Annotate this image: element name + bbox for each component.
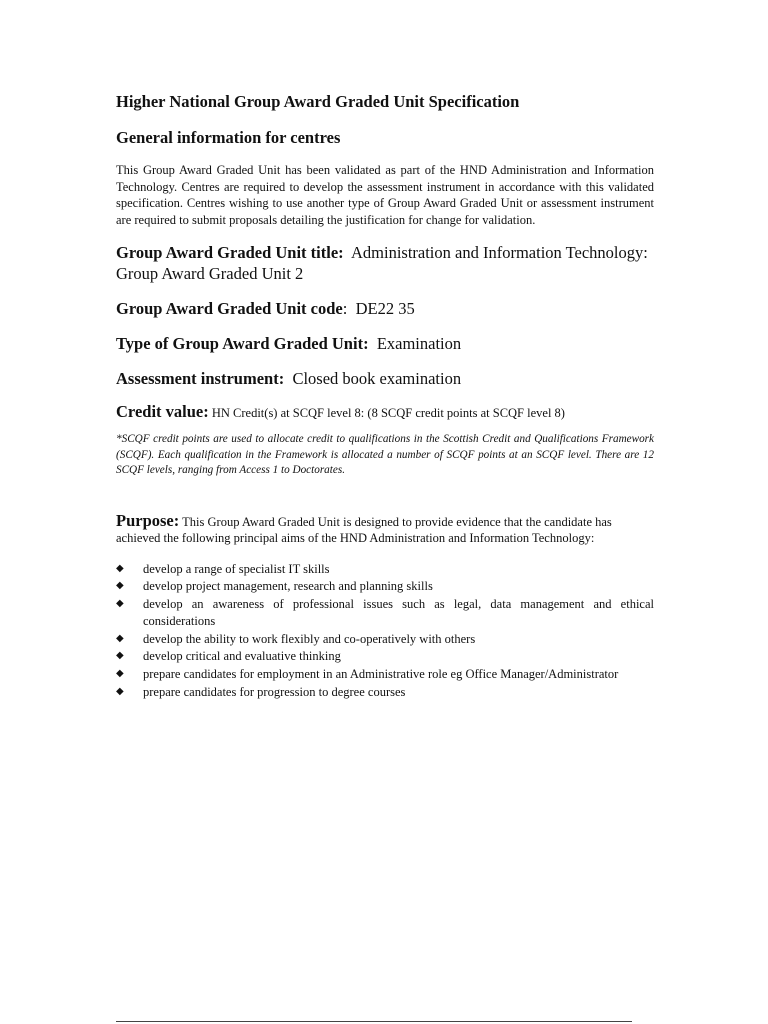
list-item xyxy=(116,631,654,648)
credit-value-text: HN Credit(s) at SCQF level 8: (8 SCQF credit points at SCQF level 8) xyxy=(211,406,565,420)
unit-code-value: DE22 35 xyxy=(355,299,415,318)
diamond-bullet-icon: ◆ xyxy=(116,668,124,680)
list-item xyxy=(116,666,654,683)
unit-code-label: Group Award Graded Unit code xyxy=(116,299,343,318)
document-page xyxy=(116,92,654,702)
list-item xyxy=(116,561,654,578)
list-item xyxy=(116,684,654,701)
assessment-label: Assessment instrument: xyxy=(116,369,285,388)
aim-text: develop an awareness of professional issues such as legal, data management and ethical considerations xyxy=(143,597,654,628)
assessment-value: Closed book examination xyxy=(292,369,462,388)
list-item xyxy=(116,648,654,665)
footer-divider xyxy=(116,1021,632,1022)
diamond-bullet-icon: ◆ xyxy=(116,580,124,592)
credit-value-paragraph xyxy=(116,403,654,422)
unit-type-label: Type of Group Award Graded Unit: xyxy=(116,334,369,353)
scqf-note: *SCQF credit points are used to allocate credit to qualifications in the Scottish Credit and Qualifications Framework (SCQF). Each qualification in the Framework is allocated a number of SCQF points at an SCQF level. There are 12 SCQF levels, ranging from Access 1 to Doctorates. xyxy=(116,433,654,476)
document-title: Higher National Group Award Graded Unit Specification xyxy=(116,92,520,111)
purpose-paragraph xyxy=(116,510,616,547)
aim-text: prepare candidates for employment in an Administrative role eg Office Manager/Administrator xyxy=(143,667,619,682)
assessment-field xyxy=(116,368,654,389)
unit-code-field: Group Award Graded Unit code: DE22 35 xyxy=(116,299,415,318)
list-item xyxy=(116,596,654,630)
aim-text: develop a range of specialist IT skills xyxy=(143,561,330,576)
purpose-label: Purpose: xyxy=(116,510,180,530)
unit-title-label: Group Award Graded Unit title: xyxy=(116,243,344,262)
credit-value-label: Credit value: xyxy=(116,402,209,421)
intro-paragraph: This Group Award Graded Unit has been validated as part of the HND Administration and Information Technology. Centres are required to develop the assessment instrument in accordance with this validated specification. Centres wishing to use another type of Group Award Graded Unit or assessment instrument are required to submit proposals detailing the justification for change for validation. xyxy=(116,163,654,227)
diamond-bullet-icon: ◆ xyxy=(116,686,124,698)
aim-text: develop critical and evaluative thinking xyxy=(143,649,341,664)
aims-list xyxy=(116,561,654,701)
diamond-bullet-icon: ◆ xyxy=(116,632,124,644)
diamond-bullet-icon: ◆ xyxy=(116,650,124,662)
aim-text: develop the ability to work flexibly and co-operatively with others xyxy=(143,631,476,646)
unit-type-field xyxy=(116,333,654,354)
aim-text: prepare candidates for progression to degree courses xyxy=(143,685,406,700)
unit-type-value: Examination xyxy=(376,334,462,353)
purpose-text: This Group Award Graded Unit is designed to provide evidence that the candidate has achieved the following principal aims of the HND Administration and Information Technology: xyxy=(116,514,612,545)
section-heading: General information for centres xyxy=(116,128,341,147)
aim-text: develop project management, research and planning skills xyxy=(143,579,433,594)
diamond-bullet-icon: ◆ xyxy=(116,598,124,610)
unit-title-field xyxy=(116,242,654,284)
list-item xyxy=(116,578,654,595)
diamond-bullet-icon: ◆ xyxy=(116,562,124,574)
unit-title-value: Administration and Information Technology: Group Award Graded Unit 2 xyxy=(116,243,648,283)
